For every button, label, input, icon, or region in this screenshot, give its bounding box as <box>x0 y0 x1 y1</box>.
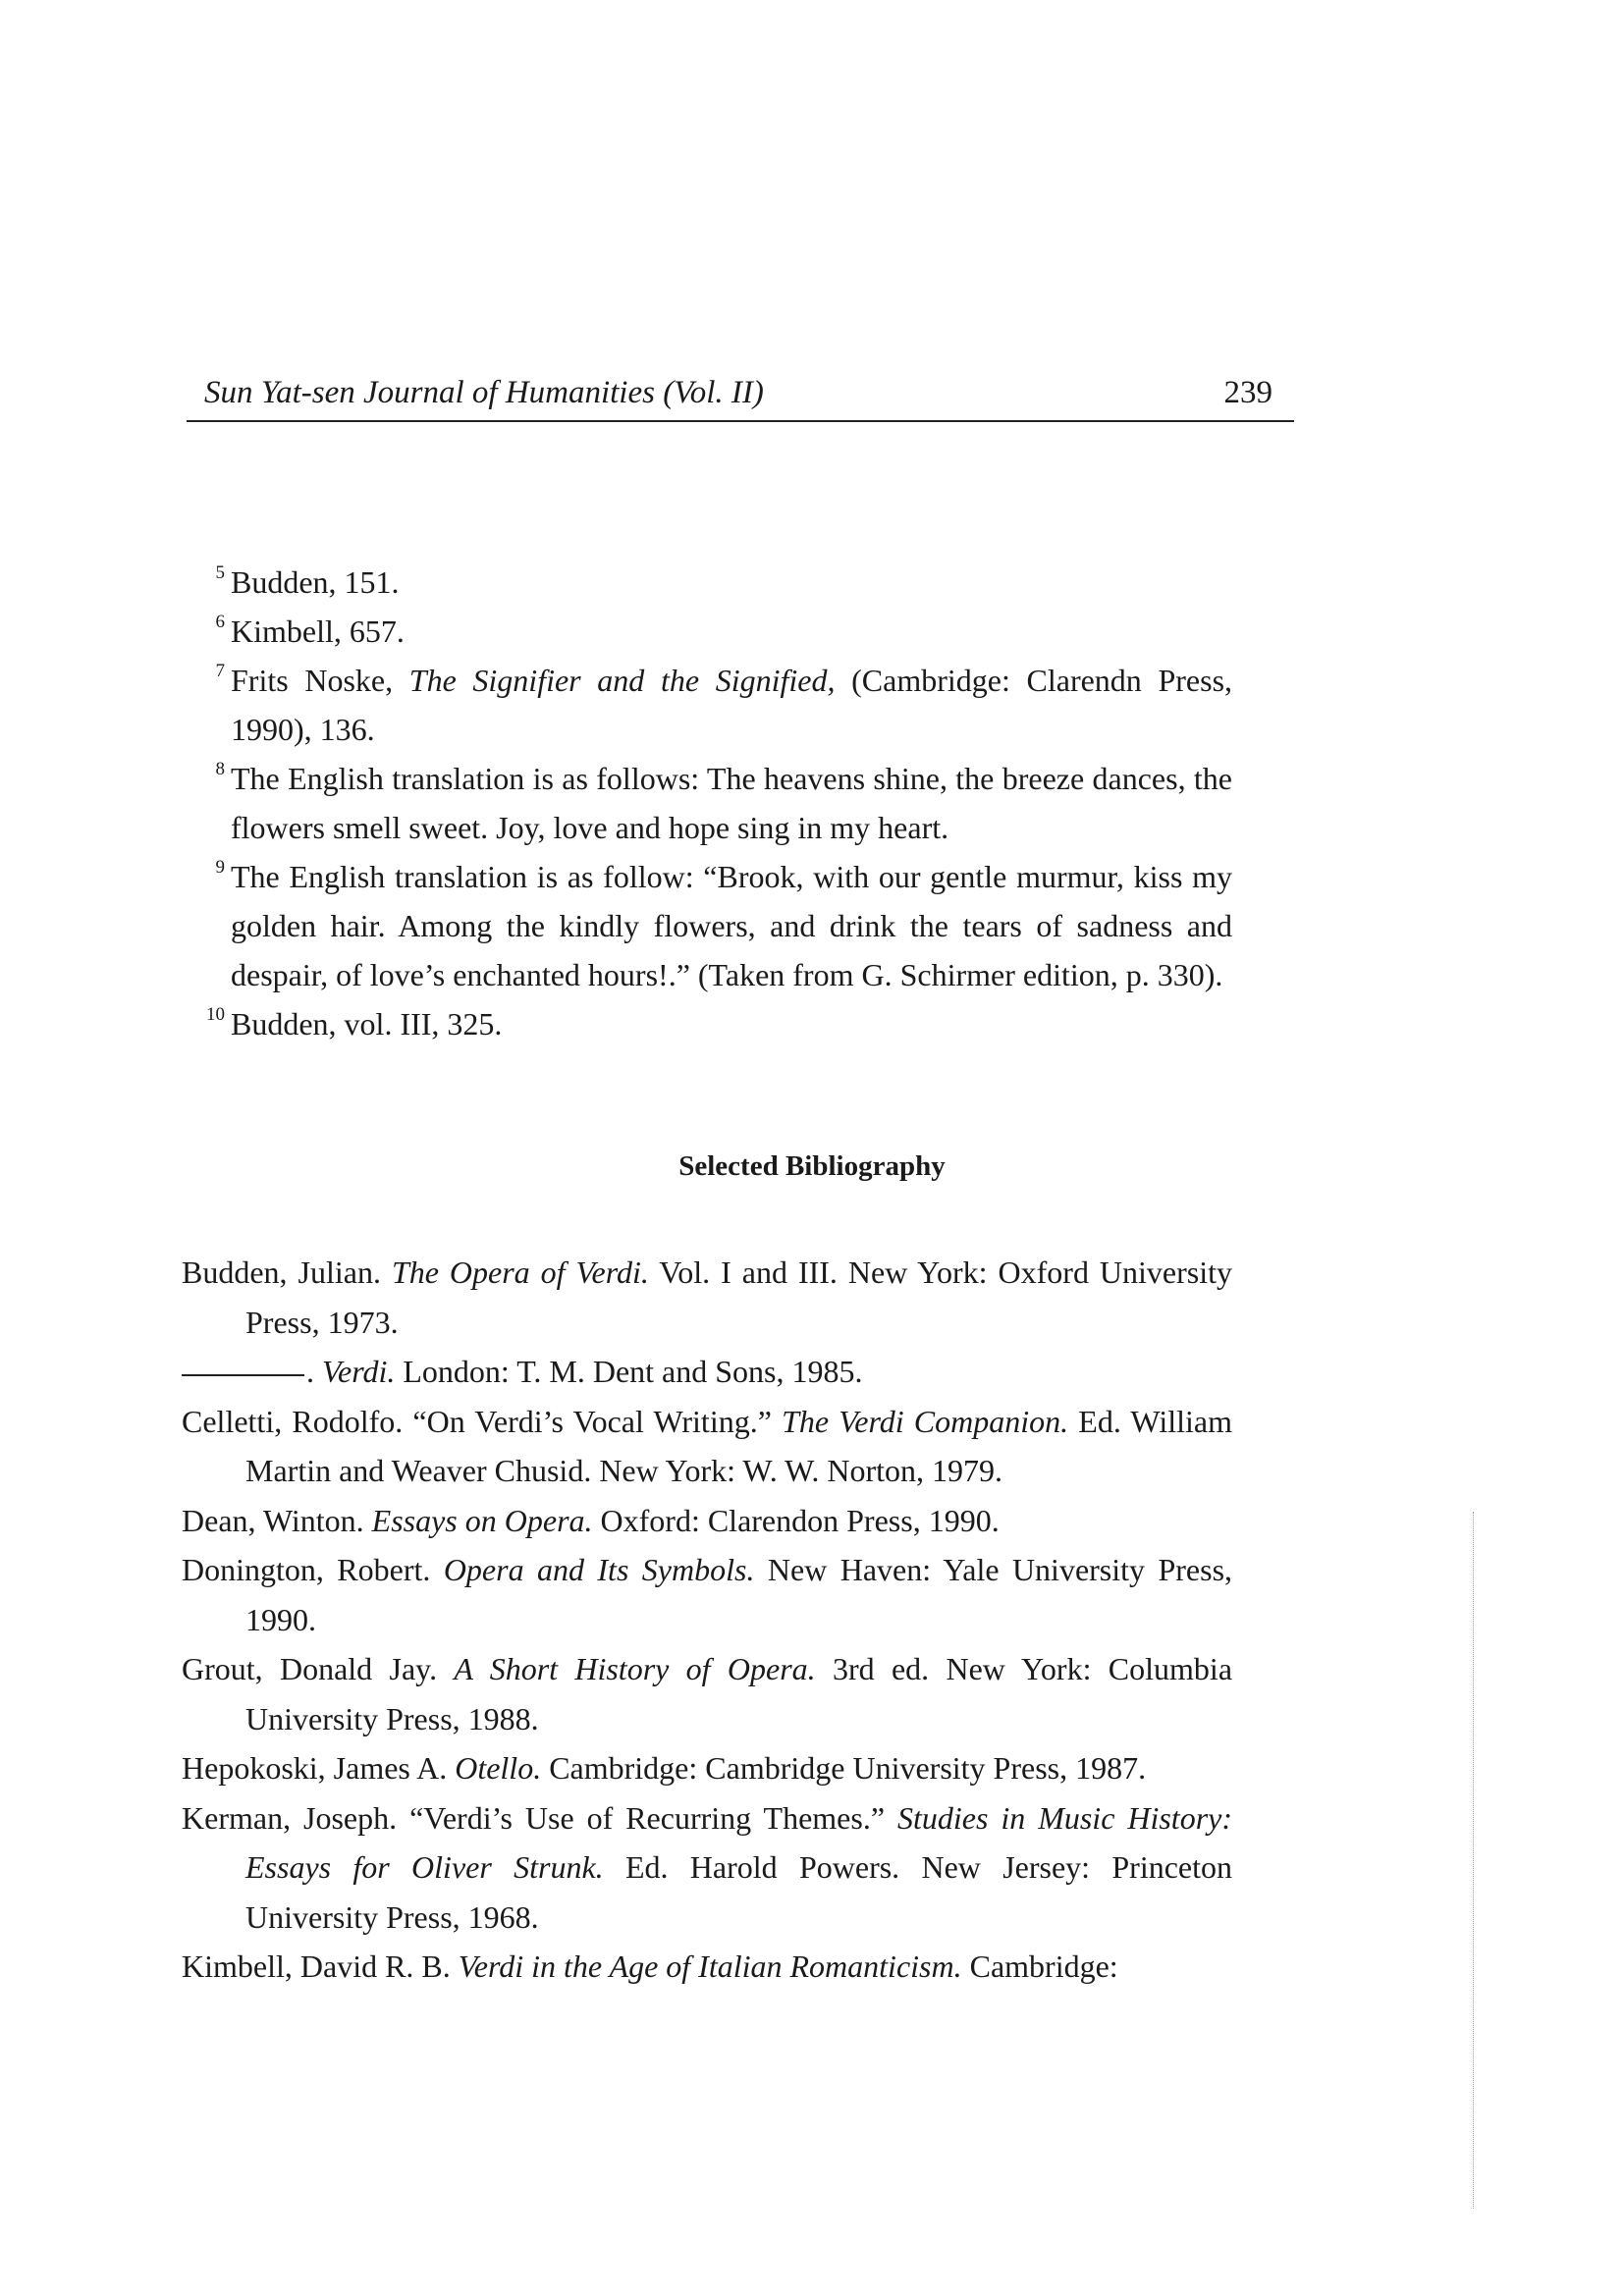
entry-author: . <box>306 1354 322 1389</box>
entry-details: London: T. M. Dent and Sons, 1985. <box>395 1354 863 1389</box>
entry-details: New Haven: Yale University Press, 1990. <box>245 1552 1233 1637</box>
bibliography-entry <box>182 1545 1232 1644</box>
entry-title: Studies in Music History: Essays for Oliver Strunk. <box>245 1799 1233 1885</box>
entry-title: Verdi in the Age of Italian Romanticism. <box>458 1949 962 1984</box>
entry-author: Hepokoski, James A. <box>182 1750 456 1786</box>
entry-details: Ed. Harold Powers. New Jersey: Princeton University Press, 1968. <box>245 1849 1233 1935</box>
bibliography-entry <box>182 1347 1232 1397</box>
ditto-dash <box>182 1374 304 1376</box>
entry-details: Ed. William Martin and Weaver Chusid. New York: W. W. Norton, 1979. <box>245 1403 1233 1488</box>
note-item <box>201 999 1232 1048</box>
note-text: Budden, vol. III, 325. <box>231 1006 503 1041</box>
note-text-italic: The Signifier and the Signified, <box>408 663 836 698</box>
bibliography-heading: Selected Bibliography <box>678 1150 946 1182</box>
entry-details: Oxford: Clarendon Press, 1990. <box>592 1502 1000 1538</box>
bibliography-entry <box>182 1644 1232 1743</box>
entry-author: Kerman, Joseph. “Verdi’s Use of Recurring Themes.” <box>182 1799 897 1836</box>
entry-title: Otello. <box>455 1750 542 1786</box>
note-text: The English translation is as follows: The heavens shine, the breeze dances, the flowers smell sweet. Joy, love and hope sing in my heart. <box>231 761 1232 845</box>
endnotes <box>201 558 1232 1048</box>
entry-author: Kimbell, David R. B. <box>182 1949 459 1984</box>
note-number: 7 <box>215 661 225 681</box>
entry-author: Grout, Donald Jay. <box>182 1651 455 1686</box>
entry-title: Verdi. <box>322 1354 396 1389</box>
note-item <box>201 656 1232 754</box>
page-number: 239 <box>1223 375 1272 410</box>
note-item <box>201 754 1232 852</box>
scan-edge-mark <box>1473 1512 1474 2209</box>
bibliography-list <box>182 1248 1232 1992</box>
entry-details: 3rd ed. New York: Columbia University Press, 1988. <box>245 1651 1233 1736</box>
bibliography-entry <box>182 1793 1232 1943</box>
note-number: 5 <box>215 562 225 583</box>
bibliography-entry <box>182 1496 1232 1546</box>
note-number: 8 <box>215 759 225 779</box>
note-item <box>201 607 1232 656</box>
entry-title: A Short History of Opera. <box>454 1651 816 1686</box>
note-text: Budden, 151. <box>231 564 400 600</box>
note-item <box>201 852 1232 999</box>
entry-author: Dean, Winton. <box>182 1502 372 1538</box>
running-header <box>187 371 1294 422</box>
entry-author: Budden, Julian. <box>182 1255 392 1290</box>
bibliography-entry <box>182 1743 1232 1793</box>
note-text-post: (Cambridge: Clarendn Press, 1990), 136. <box>231 663 1233 747</box>
note-number: 9 <box>215 857 225 878</box>
note-text: Kimbell, 657. <box>231 614 405 649</box>
note-text-pre: Frits Noske, <box>231 663 409 698</box>
note-item <box>201 558 1232 607</box>
entry-author: Celletti, Rodolfo. “On Verdi’s Vocal Writing.” <box>182 1403 783 1439</box>
bibliography-entry <box>182 1248 1232 1347</box>
entry-title: The Opera of Verdi. <box>391 1255 649 1290</box>
bibliography-entry <box>182 1397 1232 1496</box>
entry-details: Vol. I and III. New York: Oxford University Press, 1973. <box>245 1255 1233 1340</box>
entry-title: Opera and Its Symbols. <box>443 1552 755 1587</box>
entry-details: Cambridge: Cambridge University Press, 1987. <box>541 1750 1147 1786</box>
bibliography-entry <box>182 1942 1232 1992</box>
note-number: 6 <box>215 612 225 632</box>
entry-title: The Verdi Companion. <box>782 1403 1069 1439</box>
note-text: The English translation is as follow: “Brook, with our gentle murmur, kiss my golden hair. Among the kindly flowers, and drink the tears of sadness and despair, of love’s enchanted hours!.” (Taken from G. Schirmer edition, p. 330). <box>231 859 1232 992</box>
journal-title: Sun Yat-sen Journal of Humanities (Vol. II) <box>204 375 764 410</box>
entry-details: Cambridge: <box>961 1949 1118 1984</box>
entry-author: Donington, Robert. <box>182 1552 444 1587</box>
note-number: 10 <box>206 1004 225 1025</box>
entry-title: Essays on Opera. <box>371 1502 593 1538</box>
